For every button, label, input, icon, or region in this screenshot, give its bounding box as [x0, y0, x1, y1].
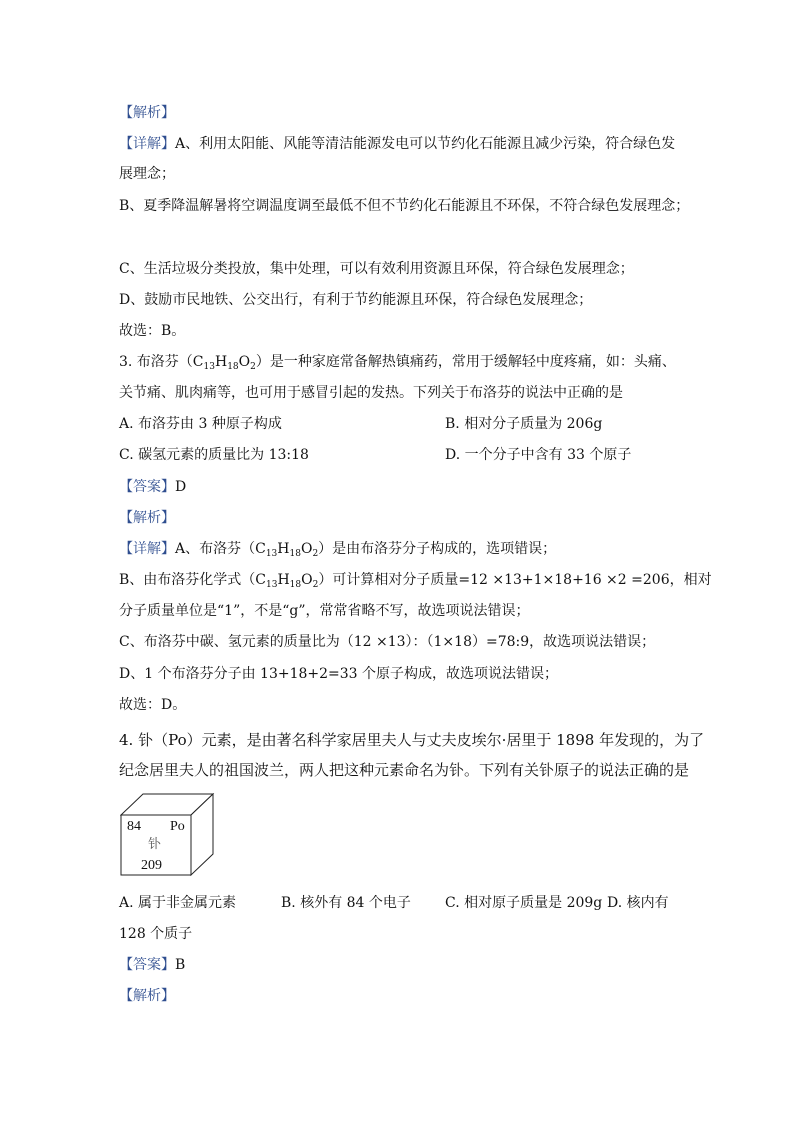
choose-line: 故选：B。 [119, 323, 186, 339]
element-symbol: Po [170, 819, 185, 834]
option-c: C. 相对原子质量是 209g [445, 895, 603, 911]
detail-line: 分子质量单位是“1”，不是“g”，常常省略不写，故选项说法错误； [119, 603, 530, 619]
detail-line: C、布洛芬中碳、氢元素的质量比为（12 ×13）：（1×18）=78:9，故选项说法错误； [119, 634, 656, 650]
option-a: A. 属于非金属元素 [119, 895, 237, 911]
option-d: D. 一个分子中含有 33 个原子 [445, 447, 632, 463]
detail-line: D、1 个布洛芬分子由 13+18+2=33 个原子构成，故选项说法错误； [119, 666, 559, 682]
periodic-element-cube [120, 793, 215, 877]
answer-line: 【答案】B [119, 957, 186, 973]
detail-line: 【详解】A、布洛芬$(C_{13}H_{18}O_2)$是由布洛芬分子构成的，选项错误； [119, 541, 557, 559]
analysis-heading: 【解析】 [119, 510, 175, 526]
atomic-mass: 209 [141, 858, 162, 873]
option-a: A. 布洛芬由 3 种原子构成 [119, 416, 282, 432]
question-stem: 关节痛、肌肉痛等，也可用于感冒引起的发热。下列关于布洛芬的说法中正确的是 [119, 385, 623, 401]
atomic-number: 84 [127, 819, 141, 834]
element-name: 钋 [148, 837, 162, 852]
periodic-element-cell [120, 793, 215, 877]
analysis-heading: 【解析】 [119, 988, 175, 1004]
question-stem: 纪念居里夫人的祖国波兰，两人把这种元素命名为钋。下列有关钋原子的说法正确的是 [119, 761, 690, 779]
option-d-continued: 128 个质子 [119, 926, 193, 942]
detail-line: D、鼓励市民地铁、公交出行，有利于节约能源且环保，符合绿色发展理念； [119, 292, 593, 308]
question-stem: 3. 布洛芬$(C_{13}H_{18}O_2)$是一种家庭常备解热镇痛药，常用于缓解轻中度疼痛，如：头痛、 [119, 354, 676, 372]
detail-line: B、夏季降温解暑将空调温度调至最低不但不节约化石能源且不环保，不符合绿色发展理念； [119, 198, 690, 214]
option-b: B. 相对分子质量为 206g [445, 416, 603, 432]
detail-line: 展理念； [119, 166, 175, 182]
analysis-heading: 【解析】 [119, 105, 175, 121]
option-c: C. 碳氢元素的质量比为 13:18 [119, 447, 309, 463]
option-b: B. 核外有 84 个电子 [281, 895, 411, 911]
detail-line: B、由布洛芬化学式$(C_{13}H_{18}O_2)$可计算相对分子质量=12 ×13+1×18+16 ×2 =206，相对 [119, 572, 712, 590]
question-stem: 4. 钋（Po）元素，是由著名科学家居里夫人与丈夫皮埃尔·居里于 1898 年发现的，为了 [119, 731, 705, 749]
option-d: D. 核内有 [607, 895, 669, 911]
choose-line: 故选：D。 [119, 697, 187, 713]
answer-line: 【答案】D [119, 479, 187, 495]
detail-line: 【详解】A、利用太阳能、风能等清洁能源发电可以节约化石能源且减少污染，符合绿色发 [119, 136, 676, 152]
detail-line: C、生活垃圾分类投放，集中处理，可以有效利用资源且环保，符合绿色发展理念； [119, 261, 634, 277]
detail-heading: 【详解】 [119, 136, 175, 152]
